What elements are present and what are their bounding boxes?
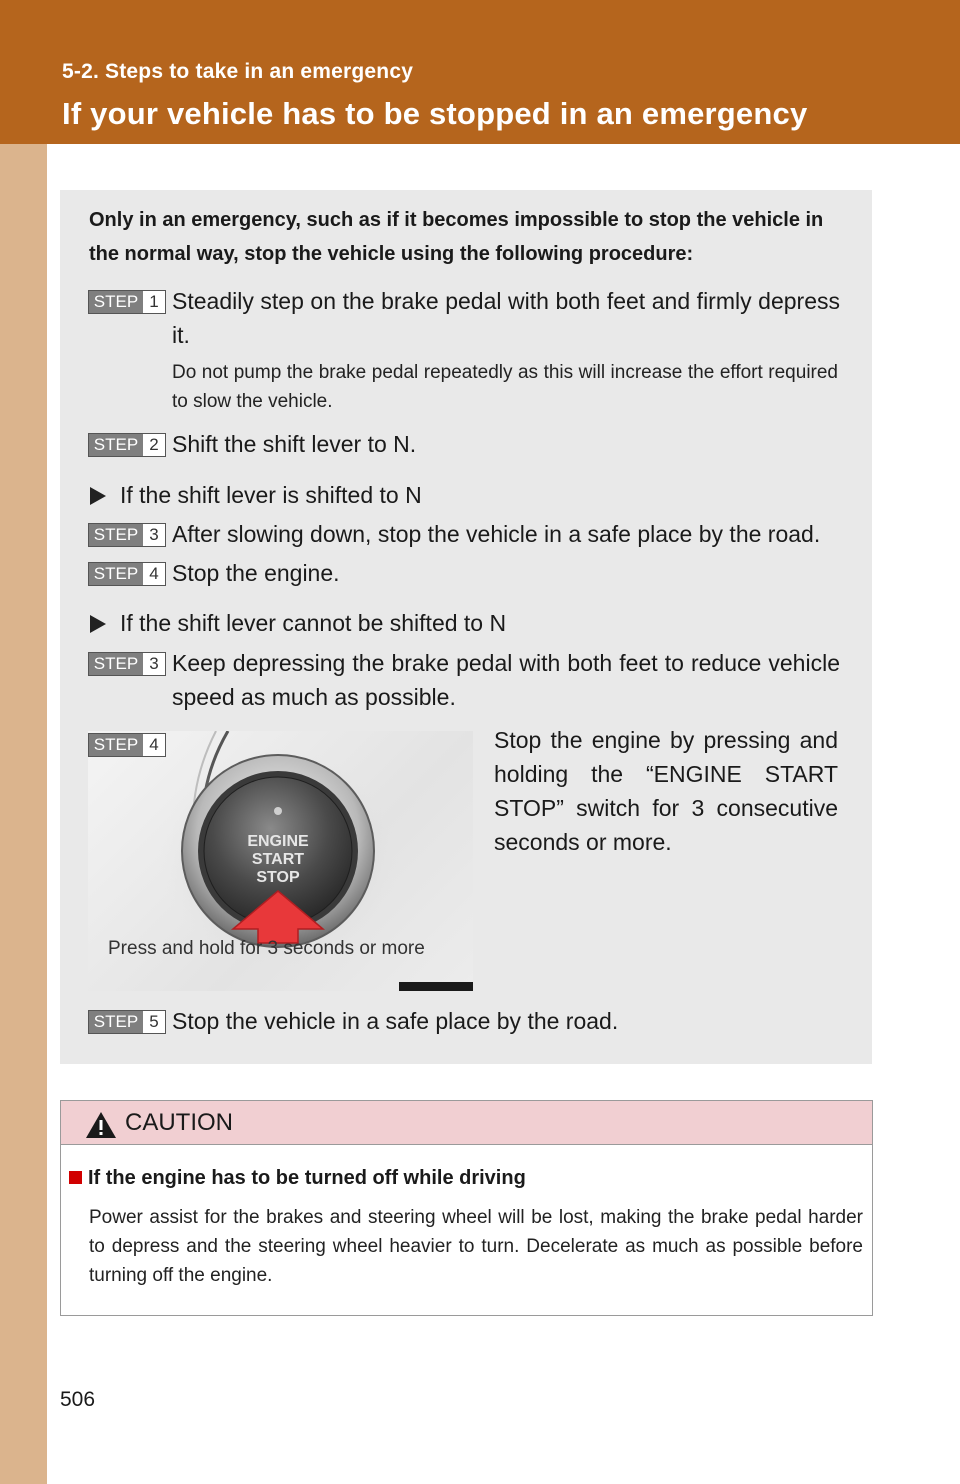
step-badge-1 [88, 290, 166, 314]
step-badge-number: 2 [149, 435, 159, 454]
step-badge-4a [88, 562, 166, 586]
caution-subheading [69, 1167, 526, 1190]
case-a-heading [88, 480, 422, 510]
caution-header [61, 1101, 872, 1145]
case-b-heading [88, 608, 506, 638]
caution-subheading-text: If the engine has to be turned off while driving [88, 1167, 526, 1189]
procedure-intro: Only in an emergency, such as if it becomes impossible to stop the vehicle in the normal way, stop the vehicle using the following procedure: [89, 209, 824, 265]
button-line-engine: ENGINE [247, 833, 309, 850]
triangle-bullet-icon [90, 615, 106, 633]
step-badge-2 [88, 433, 166, 457]
step-badge-3a [88, 523, 166, 547]
page-header [0, 0, 960, 144]
case-b-heading-text: If the shift lever cannot be shifted to N [120, 610, 507, 636]
section-label: 5-2. Steps to take in an emergency [62, 60, 414, 83]
step-3b-text: Keep depressing the brake pedal with both feet to reduce vehicle speed as much as possible. [172, 650, 840, 710]
step-badge-3b [88, 652, 166, 676]
warning-triangle-icon [85, 1111, 117, 1139]
step-badge-word: STEP [89, 653, 143, 675]
step-badge-number: 1 [149, 292, 159, 311]
caution-label: CAUTION [125, 1109, 233, 1136]
step-badge-4b [88, 733, 166, 757]
step-2-text: Shift the shift lever to N. [172, 431, 417, 457]
step-badge-number: 4 [149, 735, 159, 754]
square-bullet-icon [69, 1171, 82, 1184]
step-badge-word: STEP [89, 1011, 143, 1033]
step-5b-text: Stop the vehicle in a safe place by the road. [172, 1008, 619, 1034]
engine-switch-figure [88, 731, 473, 991]
caution-box [60, 1100, 873, 1316]
button-line-start: START [251, 851, 305, 868]
step-1-text: Steadily step on the brake pedal with both feet and firmly depress it. [172, 288, 840, 348]
figure-code-tag [399, 982, 473, 991]
step-1-note: Do not pump the brake pedal repeatedly as this will increase the effort required to slow the vehicle. [172, 362, 838, 412]
page-number: 506 [60, 1388, 96, 1411]
step-badge-number: 3 [149, 525, 159, 544]
page-title: If your vehicle has to be stopped in an emergency [62, 96, 808, 131]
step-badge-word: STEP [89, 734, 143, 756]
step-4a-text: Stop the engine. [172, 560, 340, 586]
step-badge-word: STEP [89, 434, 143, 456]
side-strip [0, 0, 47, 1484]
step-badge-5b [88, 1010, 166, 1034]
triangle-bullet-icon [90, 487, 106, 505]
step-badge-number: 5 [149, 1012, 159, 1031]
step-badge-number: 3 [149, 654, 159, 673]
step-3a-text: After slowing down, stop the vehicle in a safe place by the road. [172, 521, 821, 547]
button-line-stop: STOP [256, 869, 300, 886]
step-badge-number: 4 [149, 564, 159, 583]
caution-body: Power assist for the brakes and steering wheel will be lost, making the brake pedal harder to depress and the steering wheel heavier to turn. Decelerate as much as possible before turning off the engine. [89, 1207, 863, 1286]
step-badge-word: STEP [89, 291, 143, 313]
figure-caption: Press and hold for 3 seconds or more [108, 938, 425, 959]
step-badge-word: STEP [89, 563, 143, 585]
case-a-heading-text: If the shift lever is shifted to N [120, 482, 422, 508]
step-4b-text: Stop the engine by pressing and holding the “ENGINE START STOP” switch for 3 consecutive seconds or more. [494, 727, 838, 855]
step-badge-word: STEP [89, 524, 143, 546]
